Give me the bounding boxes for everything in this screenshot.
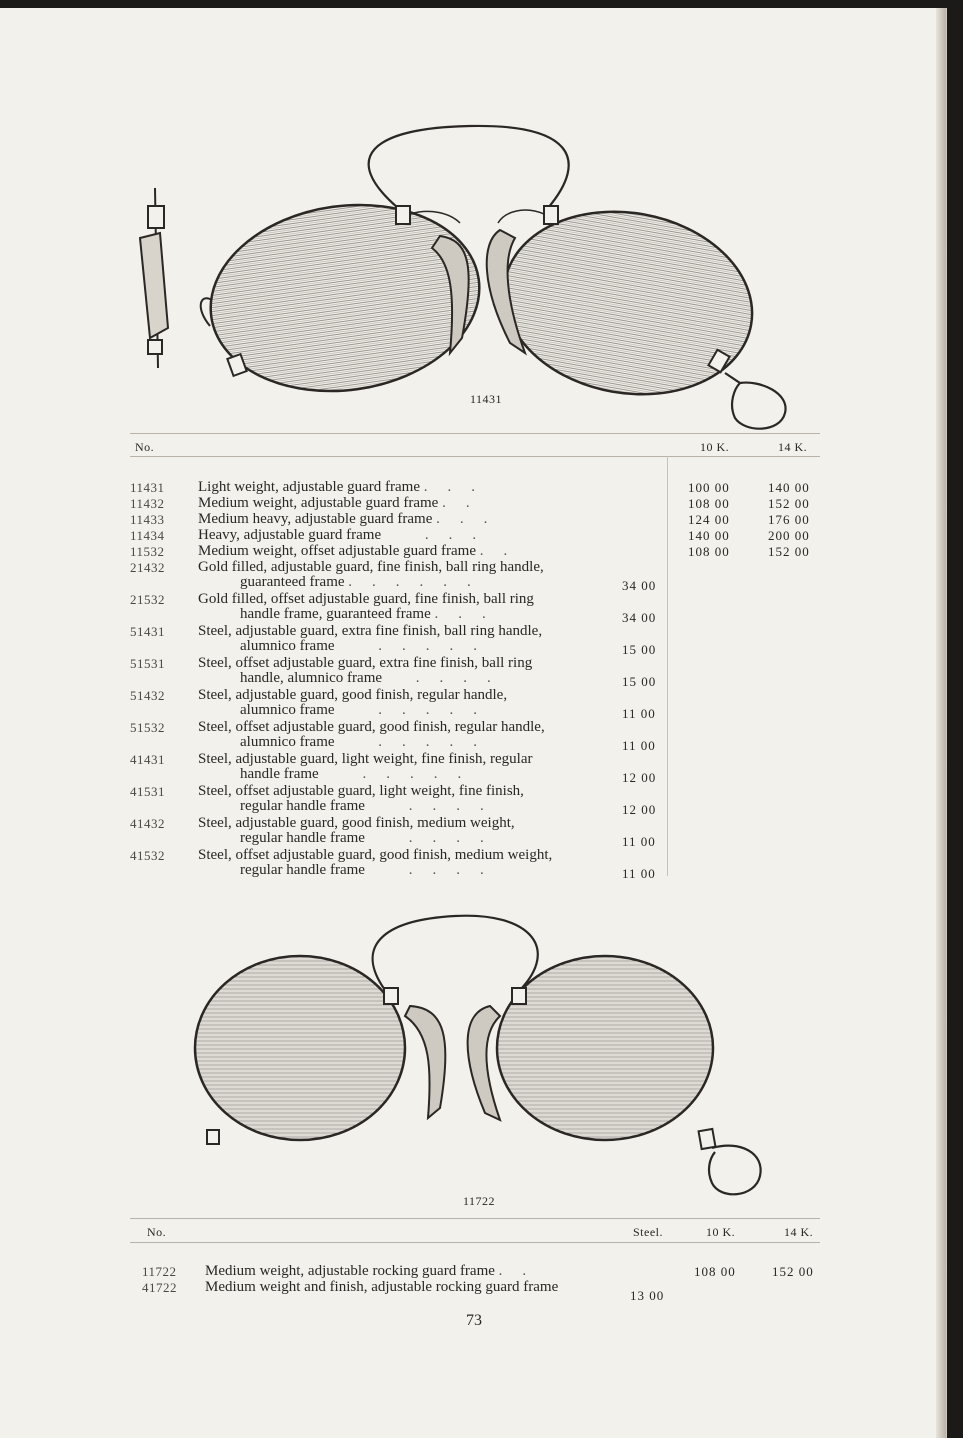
item-number: 11434: [130, 528, 165, 543]
price-10k: 100 00: [688, 480, 730, 495]
item-description: Steel, adjustable guard, extra fine finish, ball ring handle, alumnico frame .....: [198, 623, 543, 654]
price-steel: 15 00: [622, 674, 657, 689]
item-number: 21532: [130, 592, 165, 607]
price-10k: 108 00: [694, 1264, 736, 1279]
table1-header-no: No.: [135, 440, 155, 454]
item-number: 41431: [130, 752, 165, 767]
table2-header-no: No.: [147, 1225, 167, 1239]
item-number: 51531: [130, 656, 165, 671]
price-steel: 34 00: [622, 610, 657, 625]
price-steel: 12 00: [622, 802, 657, 817]
price-steel: 13 00: [630, 1288, 665, 1303]
item-description: Steel, adjustable guard, good finish, medium weight, regular handle frame ....: [198, 815, 515, 846]
price-10k: 108 00: [688, 544, 730, 559]
item-description: Medium weight, adjustable rocking guard frame ..: [205, 1263, 547, 1279]
item-number: 11432: [130, 496, 165, 511]
price-14k: 176 00: [768, 512, 810, 527]
item-number: 11431: [130, 480, 165, 495]
pince-nez-illustration-11431: [0, 8, 946, 428]
item-number: 41531: [130, 784, 165, 799]
item-number: 41432: [130, 816, 165, 831]
item-number: 51532: [130, 720, 165, 735]
pince-nez-illustration-11722: [0, 908, 946, 1208]
item-description: Medium weight and finish, adjustable rocking guard frame: [205, 1279, 559, 1295]
item-description: Steel, offset adjustable guard, good finish, regular handle, alumnico frame .....: [198, 719, 545, 750]
item-description: Steel, offset adjustable guard, light weight, fine finish, regular handle frame ....: [198, 783, 524, 814]
price-steel: 34 00: [622, 578, 657, 593]
price-steel: 12 00: [622, 770, 657, 785]
item-number: 11532: [130, 544, 165, 559]
item-number: 51432: [130, 688, 165, 703]
figure-caption-1: 11431: [470, 392, 503, 406]
price-14k: 152 00: [768, 544, 810, 559]
table2-top-rule: [130, 1218, 820, 1219]
table1-column-rule: [667, 456, 668, 876]
item-description: Heavy, adjustable guard frame ...: [198, 527, 497, 543]
item-description: Medium weight, adjustable guard frame ..: [198, 495, 490, 511]
catalog-page: [0, 8, 947, 1438]
item-description: Medium weight, offset adjustable guard frame ..: [198, 543, 528, 559]
price-steel: 11 00: [622, 706, 656, 721]
price-10k: 124 00: [688, 512, 730, 527]
item-description: Steel, adjustable guard, light weight, fine finish, regular handle frame .....: [198, 751, 533, 782]
item-number: 41532: [130, 848, 165, 863]
price-steel: 15 00: [622, 642, 657, 657]
item-description: Medium heavy, adjustable guard frame ...: [198, 511, 508, 527]
table2-header-10k: 10 K.: [706, 1225, 736, 1239]
price-10k: 140 00: [688, 528, 730, 543]
item-number: 41722: [142, 1280, 177, 1295]
price-steel: 11 00: [622, 866, 656, 881]
item-number: 21432: [130, 560, 165, 575]
table1-header-14k: 14 K.: [778, 440, 808, 454]
item-description: Gold filled, adjustable guard, fine finish, ball ring handle, guaranteed frame ......: [198, 559, 544, 590]
price-14k: 152 00: [768, 496, 810, 511]
price-14k: 152 00: [772, 1264, 814, 1279]
item-description: Gold filled, offset adjustable guard, fine finish, ball ring handle frame, guaranteed frame ...: [198, 591, 534, 622]
price-steel: 11 00: [622, 738, 656, 753]
table2-header-rule: [130, 1242, 820, 1243]
item-description: Steel, offset adjustable guard, extra fine finish, ball ring handle, alumnico frame ....: [198, 655, 533, 686]
item-description: Steel, adjustable guard, good finish, regular handle, alumnico frame .....: [198, 687, 508, 718]
item-description: Steel, offset adjustable guard, good finish, medium weight, regular handle frame ....: [198, 847, 553, 878]
item-number: 11722: [142, 1264, 177, 1279]
item-number: 11433: [130, 512, 165, 527]
item-number: 51431: [130, 624, 165, 639]
table1-header-10k: 10 K.: [700, 440, 730, 454]
table2-header-steel: Steel.: [633, 1225, 663, 1239]
table1-header-rule: [130, 456, 820, 457]
table1-top-rule: [130, 433, 820, 434]
price-14k: 200 00: [768, 528, 810, 543]
page-number: 73: [466, 1312, 482, 1329]
item-description: Light weight, adjustable guard frame ...: [198, 479, 496, 495]
price-steel: 11 00: [622, 834, 656, 849]
price-14k: 140 00: [768, 480, 810, 495]
price-10k: 108 00: [688, 496, 730, 511]
figure-caption-2: 11722: [463, 1194, 496, 1208]
table2-header-14k: 14 K.: [784, 1225, 814, 1239]
